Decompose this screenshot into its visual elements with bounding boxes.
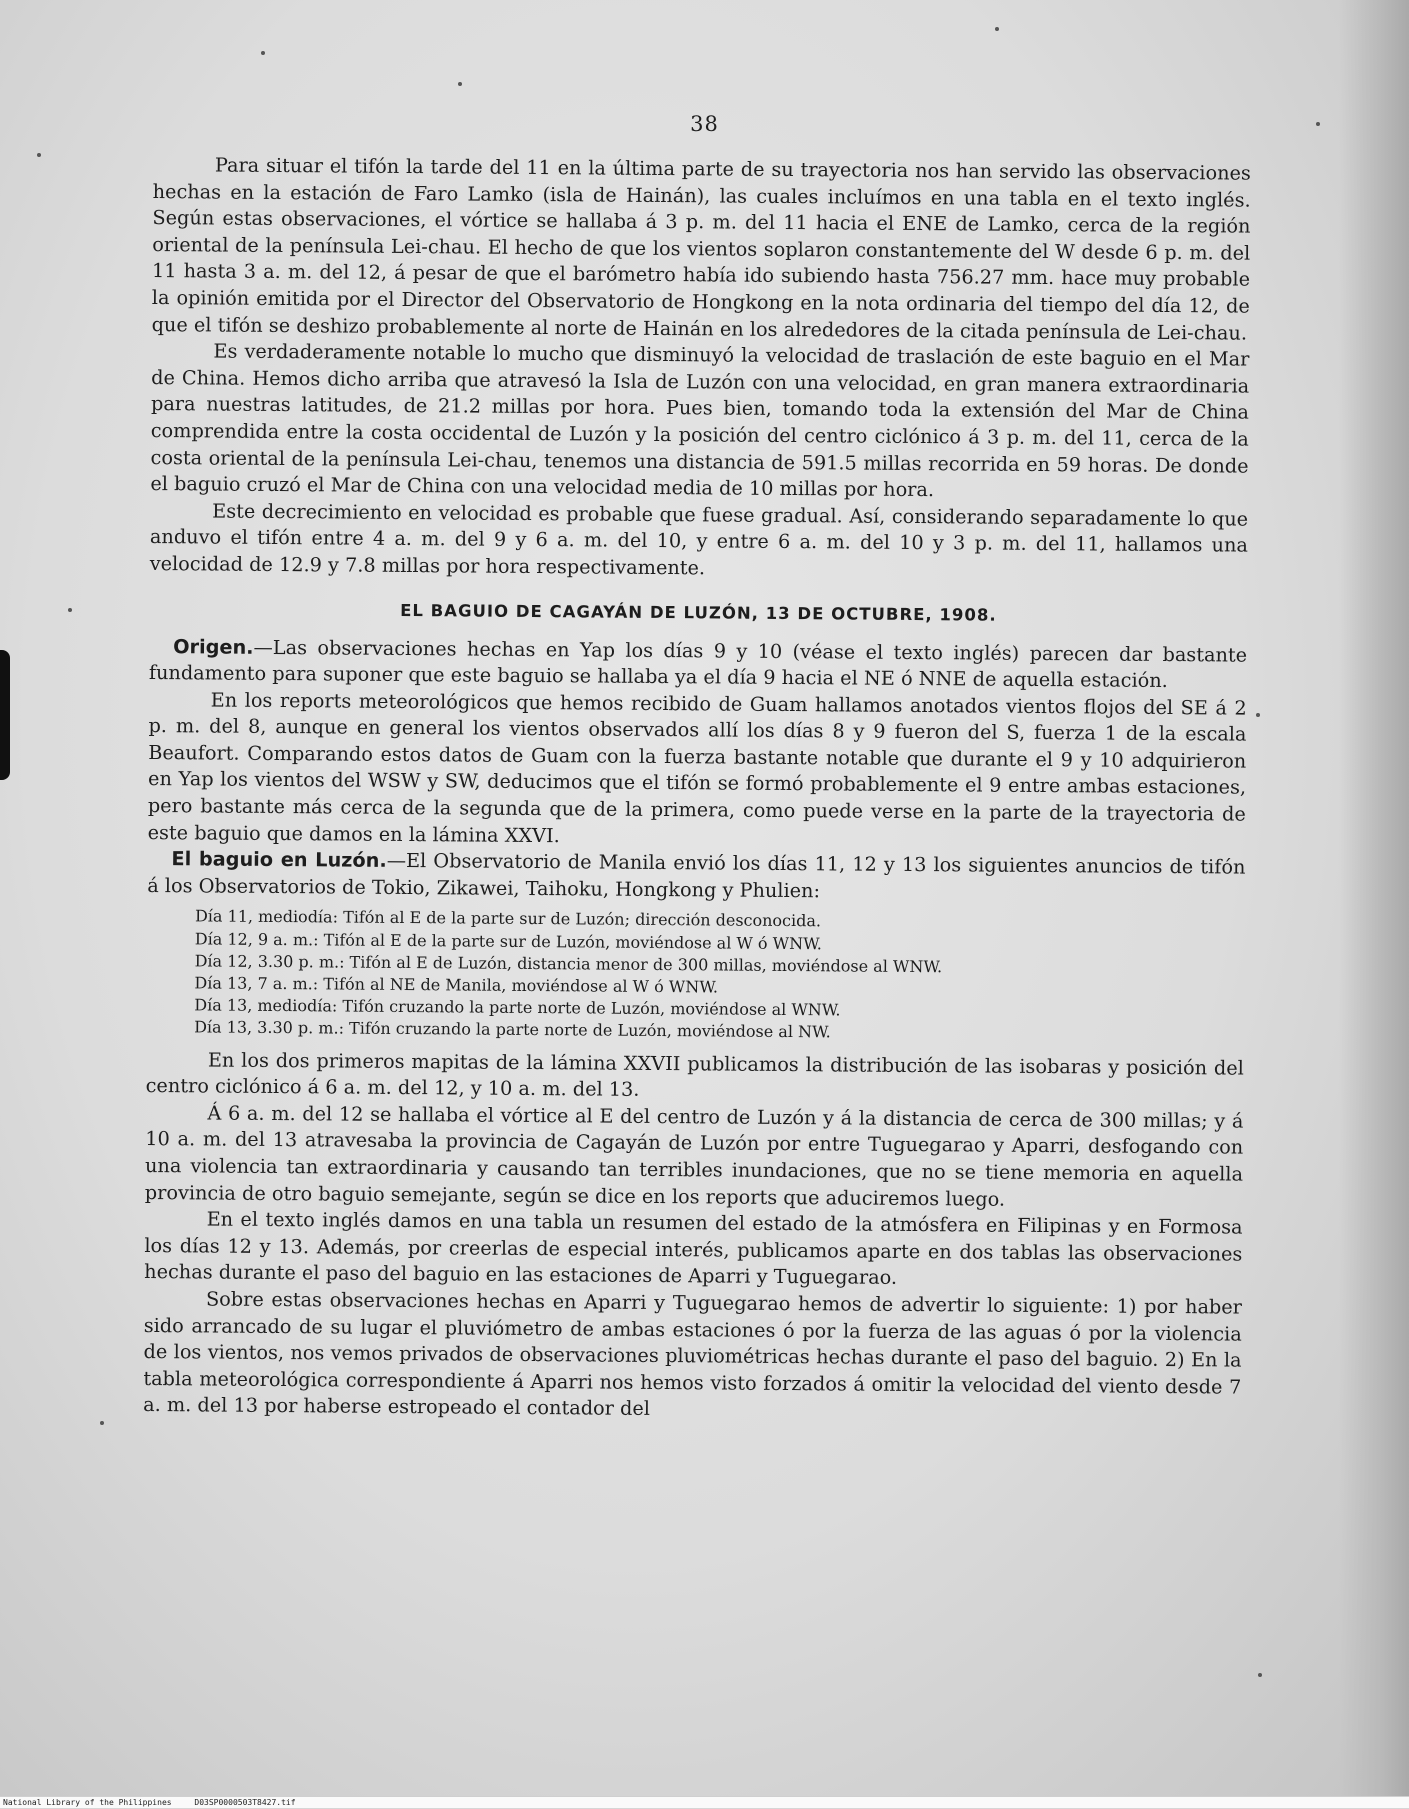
paragraph-luzon xyxy=(147,846,1245,908)
scan-speck xyxy=(458,82,462,86)
notice-item: Día 13, 3.30 p. m.: Tifón cruzando la parte norte de Luzón, moviéndose al NW. xyxy=(194,1017,831,1042)
binding-mark xyxy=(0,650,10,780)
origen-text: —Las observaciones hechas en Yap los días 9 y 10 (véase el texto inglés) parecen dar bastante fundamento para suponer que este baguio se hallaba ya el día 9 hacia el NE ó NNE de aquella estación. xyxy=(148,635,1248,693)
page-edge-shadow xyxy=(1339,0,1409,1796)
origen-label: Origen. xyxy=(173,634,254,659)
notice-item: Día 13, mediodía: Tifón cruzando la parte norte de Luzón, moviéndose al WNW. xyxy=(194,995,841,1020)
notice-item: Día 12, 9 a. m.: Tifón al E de la parte sur de Luzón, moviéndose al W ó WNW. xyxy=(194,928,822,953)
luzon-label: El baguio en Luzón. xyxy=(171,847,387,873)
paragraph-guam: En los reports meteorológicos que hemos recibido de Guam hallamos anotados vientos flojos del SE á 2 p. m. del 8, aunque en general los vientos observados allí los días 8 y 9 fueron del S, fuerza 1 de la escala Beaufort. Comparando estos datos de Guam con la fuerza bastante notable que durante el 9 y 10 adquirieron en Yap los vientos del WSW y SW, deducimos que el tifón se formó probablemente el 9 entre ambas estaciones, pero bastante más cerca de la segunda que de la primera, como puede verse en la parte de la trayectoria de este baguio que damos en la lámina XXVI. xyxy=(147,688,1247,847)
scan-speck xyxy=(100,1421,104,1425)
scan-speck xyxy=(37,153,41,157)
page-number: 38 xyxy=(690,112,719,136)
section-heading: EL BAGUIO DE CAGAYÁN DE LUZÓN, 13 DE OCTUBRE, 1908. xyxy=(400,600,997,625)
notice-item: Día 12, 3.30 p. m.: Tifón al E de Luzón, distancia menor de 300 millas, moviéndose al WNW. xyxy=(194,951,943,977)
scan-speck xyxy=(995,27,999,31)
notice-item: Día 11, mediodía: Tifón al E de la parte sur de Luzón; dirección desconocida. xyxy=(194,906,822,931)
paragraph-tables: En el texto inglés damos en una tabla un resumen del estado de la atmósfera en Filipinas y en Formosa los días 12 y 13. Además, por creerlas de especial interés, publicamos aparte en dos tablas las observaciones hechas durante el paso del baguio en las estaciones de Aparri y Tuguegarao. xyxy=(144,1207,1243,1290)
paragraph-cagayan-crossing: Á 6 a. m. del 12 se hallaba el vórtice al E del centro de Luzón y á la distancia de cerca de 300 millas; y á 10 a. m. del 13 atravesaba la provincia de Cagayán de Luzón por entre Tuguegarao y Aparri, desfogando con una violencia tan extraordinaria y causando tan terribles inundaciones, que no se tiene memoria en aquella provincia de otro baguio semejante, según se dice en los reports que aduciremos luego. xyxy=(144,1101,1244,1211)
luzon-text: —El Observatorio de Manila envió los días 11, 12 y 13 los siguientes anuncios de tifón á los Observatorios de Tokio, Zikawei, Taihoku, Hongkong y Phulien: xyxy=(147,849,1246,903)
scan-speck xyxy=(261,51,265,55)
paragraph-isobaras: En los dos primeros mapitas de la lámina XXVII publicamos la distribución de las isobaras y posición del centro ciclónico á 6 a. m. del 12, y 10 a. m. del 13. xyxy=(145,1048,1244,1102)
paragraph-faro-lamko: Para situar el tifón la tarde del 11 en la última parte de su trayectoria nos han servido las observaciones hechas en la estación de Faro Lamko (isla de Hainán), las cuales incluímos en una tabla en el texto inglés. Según estas observaciones, el vórtice se hallaba á 3 p. m. del 11 hacia el ENE de Lamko, cerca de la región oriental de la península Lei-chau. El hecho de que los vientos soplaron constantemente del W desde 6 p. m. del 11 hasta 3 a. m. del 12, á pesar de que el barómetro había ido subiendo hasta 756.27 mm. hace muy probable la opinión emitida por el Director del Observatorio de Hongkong en la nota ordinaria del tiempo del día 12, de que el tifón se deshizo probablemente al norte de Hainán en los alrededores de la citada península de Lei-chau. xyxy=(151,153,1251,345)
footer-institution: National Library of the Philippines xyxy=(3,1798,172,1807)
scan-speck xyxy=(68,608,72,612)
page-body xyxy=(143,152,1251,1428)
notice-item: Día 13, 7 a. m.: Tifón al NE de Manila, moviéndose al W ó WNW. xyxy=(194,973,719,997)
scan-speck xyxy=(1258,1673,1262,1677)
scan-speck xyxy=(1256,713,1260,717)
typhoon-notice-list xyxy=(194,906,1245,1047)
scan-footer xyxy=(0,1796,1409,1808)
footer-file-id: D03SP0000503T8427.tif xyxy=(194,1798,296,1807)
paragraph-translation-speed: Es verdaderamente notable lo mucho que disminuyó la velocidad de traslación de este baguio en el Mar de China. Hemos dicho arriba que atravesó la Isla de Luzón con una velocidad, en gran manera extraordinaria para nuestras latitudes, de 21.2 millas por hora. Pues bien, tomando toda la extensión del Mar de China comprendida entre la costa occidental de Luzón y la posición del centro ciclónico á 3 p. m. del 11, cerca de la costa oriental de la península Lei-chau, tenemos una distancia de 591.5 millas recorrida en 59 horas. De donde el baguio cruzó el Mar de China con una velocidad media de 10 millas por hora. xyxy=(150,339,1250,502)
paragraph-observations-notes: Sobre estas observaciones hechas en Aparri y Tuguegarao hemos de advertir lo siguiente: 1) por haber sido arrancado de su lugar el pluviómetro de ambas estaciones ó por la fuerza de las aguas ó por la violencia de los vientos, nos vemos privados de observaciones pluviométricas hechas durante el paso del baguio. 2) En la tabla meteorológica correspondiente á Aparri nos hemos visto forzados á omitir la velocidad del viento desde 7 a. m. del 13 por haberse estropeado el contador del xyxy=(143,1287,1243,1421)
paragraph-speed-decrease: Este decrecimiento en velocidad es probable que fuese gradual. Así, considerando separadamente lo que anduvo el tifón entre 4 a. m. del 9 y 6 a. m. del 10, y entre 6 a. m. del 10 y 3 p. m. del 11, hallamos una velocidad de 12.9 y 7.8 millas por hora respectivamente. xyxy=(149,499,1249,580)
paragraph-origen xyxy=(149,633,1247,695)
